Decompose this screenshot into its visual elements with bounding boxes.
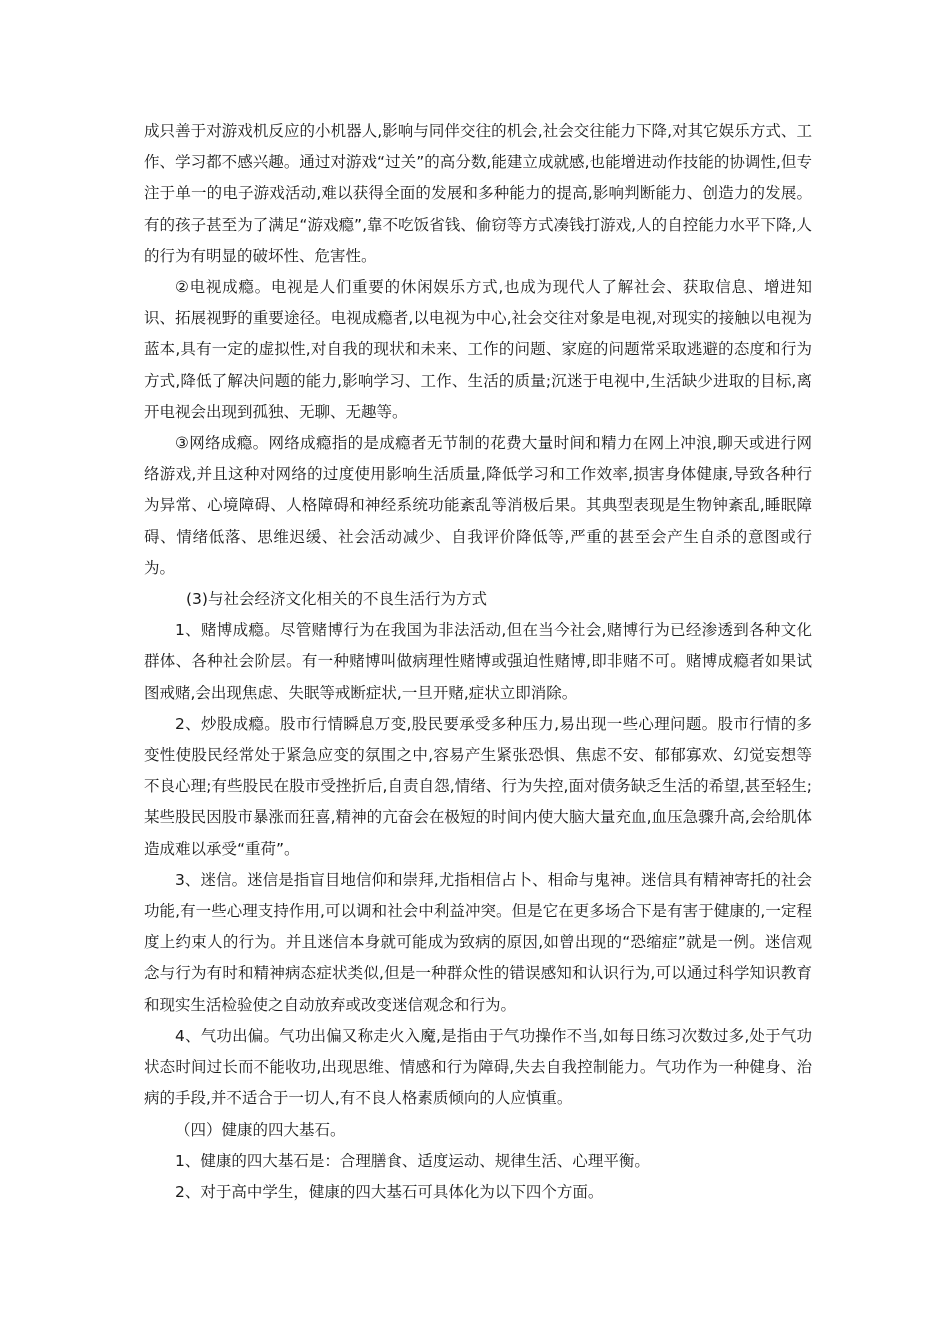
paragraph-qigong: 4、气功出偏。气功出偏又称走火入魔,是指由于气功操作不当,如每日练习次数过多,处于气功状态时间过长而不能收功,出现思维、情感和行为障碍,失去自我控制能力。气功作为一种健身、治病的手段,并不适合于一切人,有不良人格素质倾向的人应慎重。 xyxy=(144,1026,812,1108)
paragraph-game-addiction-continued: 成只善于对游戏机反应的小机器人,影响与同伴交往的机会,社会交往能力下降,对其它娱乐方式、工作、学习都不感兴趣。通过对游戏“过关”的高分数,能建立成就感,也能增进动作技能的协调性,但专注于单一的电子游戏活动,难以获得全面的发展和多种能力的提高,影响判断能力、创造力的发展。有的孩子甚至为了满足“游戏瘾”,靠不吃饭省钱、偷窃等方式凑钱打游戏,人的自控能力水平下降,人的行为有明显的破坏性、危害性。 xyxy=(144,122,812,265)
paragraph-internet-addiction: ③网络成瘾。网络成瘾指的是成瘾者无节制的花费大量时间和精力在网上冲浪,聊天或进行网络游戏,并且这种对网络的过度使用影响生活质量,降低学习和工作效率,损害身体健康,导致各种行为异常、心境障碍、人格障碍和神经系统功能紊乱等消极后果。其典型表现是生物钟紊乱,睡眠障碍、情绪低落、思维迟缓、社会活动减少、自我评价降低等,严重的甚至会产生自杀的意图或行为。 xyxy=(144,434,812,577)
section-heading-four-cornerstones: （四）健康的四大基石。 xyxy=(175,1120,346,1139)
paragraph-gambling: 1、赌博成瘾。尽管赌博行为在我国为非法活动,但在当今社会,赌博行为已经渗透到各种文化群体、各种社会阶层。有一种赌博叫做病理性赌博或强迫性赌博,即非赌不可。赌博成瘾者如果试图戒赌,会出现焦虑、失眠等戒断症状,一旦开赌,症状立即消除。 xyxy=(144,621,812,702)
paragraph-stock-trading: 2、炒股成瘾。股市行情瞬息万变,股民要承受多种压力,易出现一些心理问题。股市行情的多变性使股民经常处于紧急应变的氛围之中,容易产生紧张恐惧、焦虑不安、郁郁寡欢、幻觉妄想等不良心理;有些股民在股市受挫折后,自责自怨,情绪、行为失控,面对债务缺乏生活的希望,甚至轻生;某些股民因股市暴涨而狂喜,精神的亢奋会在极短的时间内使大脑大量充血,血压急骤升高,会给肌体造成难以承受“重荷”。 xyxy=(144,714,812,858)
paragraph-four-cornerstones: 1、健康的四大基石是：合理膳食、适度运动、规律生活、心理平衡。 xyxy=(175,1151,650,1170)
paragraph-high-school-students: 2、对于高中学生，健康的四大基石可具体化为以下四个方面。 xyxy=(175,1182,604,1201)
paragraph-tv-addiction: ②电视成瘾。电视是人们重要的休闲娱乐方式,也成为现代人了解社会、获取信息、增进知识、拓展视野的重要途径。电视成瘾者,以电视为中心,社会交往对象是电视,对现实的接触以电视为蓝本,具有一定的虚拟性,对自我的现状和未来、工作的问题、家庭的问题常采取逃避的态度和行为方式,降低了解决问题的能力,影响学习、工作、生活的质量;沉迷于电视中,生活缺少进取的目标,离开电视会出现到孤独、无聊、无趣等。 xyxy=(144,278,812,421)
section-heading-socioeconomic: (3)与社会经济文化相关的不良生活行为方式 xyxy=(186,590,487,609)
paragraph-superstition: 3、迷信。迷信是指盲目地信仰和崇拜,尤指相信占卜、相命与鬼神。迷信具有精神寄托的社会功能,有一些心理支持作用,可以调和社会中利益冲突。但是它在更多场合下是有害于健康的,一定程度上约束人的行为。并且迷信本身就可能成为致病的原因,如曾出现的“恐缩症”就是一例。迷信观念与行为有时和精神病态症状类似,但是一种群众性的错误感知和认识行为,可以通过科学知识教育和现实生活检验使之自动放弃或改变迷信观念和行为。 xyxy=(144,870,812,1014)
document-body xyxy=(144,116,812,1208)
